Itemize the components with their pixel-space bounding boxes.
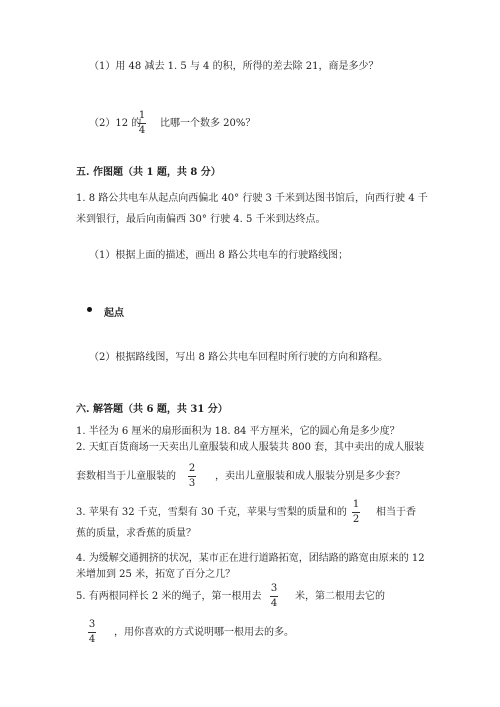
question-line: 套数相当于儿童服装的	[76, 471, 176, 482]
fraction-numerator: 1	[138, 110, 146, 121]
question-line: 米增加到 25 米，拓宽了百分之几？	[76, 569, 236, 580]
start-point-label: 起点	[104, 308, 124, 319]
question-line: （2）根据路线图，写出 8 路公共电车回程时所行驶的方向和路程。	[89, 352, 389, 363]
fraction-bar	[188, 476, 196, 477]
question-line: ，卖出儿童服装和成人服装分别是多少套？	[215, 471, 405, 482]
section-heading: 六. 解答题（共 6 题，共 31 分）	[76, 404, 228, 415]
section-heading: 五. 作图题（共 1 题，共 8 分）	[76, 167, 221, 178]
question-line: 蕉的质量，求香蕉的质量？	[76, 528, 196, 539]
fraction-numerator: 3	[88, 619, 96, 630]
fraction-denominator: 4	[270, 598, 278, 609]
fraction-numerator: 3	[270, 583, 278, 594]
question-line: 米，第二根用去它的	[295, 591, 385, 602]
fraction-bar	[88, 632, 96, 633]
fraction-numerator: 2	[188, 463, 196, 474]
question-line: （2）12 的	[89, 118, 142, 129]
question-line: 1. 半径为 6 厘米的扇形面积为 18. 84 平方厘米，它的圆心角是多少度？	[76, 426, 400, 437]
question-line: （1）用 48 减去 1. 5 与 4 的积，所得的差去除 21，商是多少？	[89, 61, 379, 72]
fraction	[352, 499, 360, 526]
question-line: （1）根据上面的描述，画出 8 路公共电车的行驶路线图；	[89, 250, 349, 261]
fraction-bar	[270, 596, 278, 597]
question-line: 比哪一个数多 20%？	[160, 118, 256, 129]
fraction	[88, 619, 96, 646]
fraction-bar	[138, 123, 146, 124]
fraction	[270, 583, 278, 610]
fraction	[188, 463, 196, 490]
question-line: ，用你喜欢的方式说明哪一根用去的多。	[114, 627, 294, 638]
question-line: 5. 有两根同样长 2 米的绳子，第一根用去	[76, 591, 262, 602]
start-point-dot	[87, 307, 92, 312]
question-line: 相当于香	[376, 507, 416, 518]
fraction-bar	[352, 512, 360, 513]
fraction-denominator: 2	[352, 514, 360, 525]
question-line: 3. 苹果有 32 千克，雪梨有 30 千克，苹果与雪梨的质量和的	[76, 507, 347, 518]
question-line: 2. 天虹百货商场一天卖出儿童服装和成人服装共 800 套，其中卖出的成人服装	[76, 442, 425, 453]
fraction-denominator: 4	[88, 634, 96, 645]
fraction-numerator: 1	[352, 499, 360, 510]
fraction-denominator: 4	[138, 125, 146, 136]
fraction	[138, 110, 146, 137]
question-line: 4. 为缓解交通拥挤的状况，某市正在进行道路拓宽，团结路的路宽由原来的 12	[76, 553, 425, 564]
question-line: 米到银行，最后向南偏西 30° 行驶 4. 5 千米到达终点。	[76, 214, 326, 225]
fraction-denominator: 3	[188, 478, 196, 489]
question-line: 1. 8 路公共电车从起点向西偏北 40° 行驶 3 千米到达图书馆后，向西行驶 4 千	[76, 193, 428, 204]
